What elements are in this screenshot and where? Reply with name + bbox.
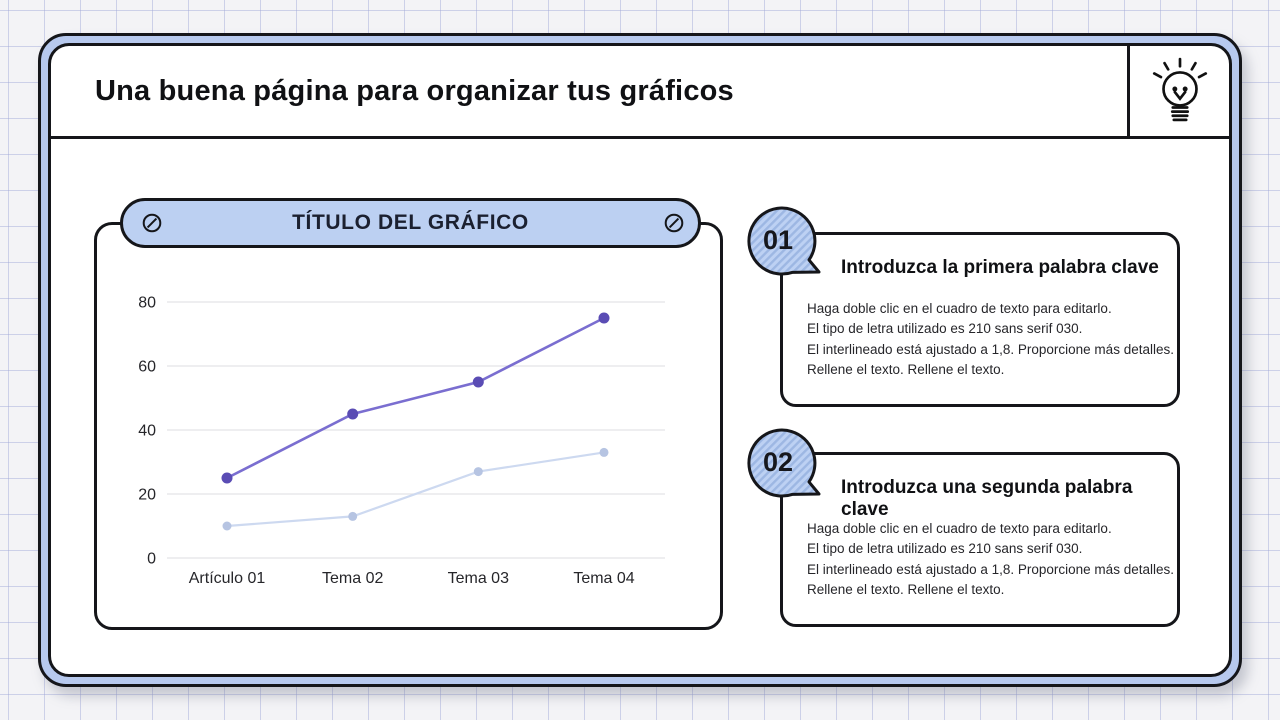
svg-text:40: 40: [138, 422, 156, 440]
svg-text:Artículo 01: Artículo 01: [188, 570, 266, 587]
header-icon-cell: [1127, 46, 1229, 136]
svg-text:Tema 02: Tema 02: [322, 570, 384, 587]
callout-number: 02: [762, 447, 794, 478]
callout-number-badge-1[interactable]: [744, 203, 824, 283]
screw-icon: [141, 212, 163, 234]
callout-number: 01: [762, 225, 794, 256]
callout-body-line: El tipo de letra utilizado es 210 sans serif 030.: [807, 321, 1083, 337]
svg-text:Tema 03: Tema 03: [447, 570, 509, 587]
callout-body-line: El interlineado está ajustado a 1,8. Proporcione más detalles.: [807, 561, 1174, 577]
callout-body-line: Rellene el texto. Rellene el texto.: [807, 362, 1005, 378]
chart-panel[interactable]: [94, 222, 723, 630]
svg-text:80: 80: [138, 294, 156, 312]
screw-icon: [663, 212, 685, 234]
callout-body[interactable]: [807, 519, 1174, 601]
slide-card-inner: [48, 43, 1232, 677]
slide-card: [38, 33, 1242, 687]
callout-body-line: Rellene el texto. Rellene el texto.: [807, 582, 1005, 598]
header: [51, 46, 1229, 139]
callout-body-line: Haga doble clic en el cuadro de texto para editarlo.: [807, 301, 1112, 316]
line-chart: [97, 225, 720, 627]
callout-card-2[interactable]: [780, 452, 1180, 627]
lightbulb-icon: [1147, 57, 1213, 125]
callout-body-line: El interlineado está ajustado a 1,8. Proporcione más detalles.: [807, 341, 1174, 357]
svg-text:60: 60: [138, 358, 156, 376]
callout-body[interactable]: [807, 299, 1174, 381]
callout-body-line: El tipo de letra utilizado es 210 sans serif 030.: [807, 541, 1083, 557]
callout-heading[interactable]: Introduzca la primera palabra clave: [841, 257, 1159, 278]
callout-body-line: Haga doble clic en el cuadro de texto para editarlo.: [807, 521, 1112, 536]
svg-text:0: 0: [147, 550, 156, 568]
callout-number-badge-2[interactable]: [744, 425, 824, 505]
chart-title-banner[interactable]: [120, 198, 701, 248]
chart-title: TÍTULO DEL GRÁFICO: [292, 211, 529, 234]
page-title[interactable]: Una buena página para organizar tus gráficos: [95, 74, 734, 107]
callout-heading[interactable]: Introduzca una segunda palabra clave: [841, 477, 1133, 520]
callout-card-1[interactable]: [780, 232, 1180, 407]
svg-text:20: 20: [138, 486, 156, 504]
svg-text:Tema 04: Tema 04: [573, 570, 635, 587]
